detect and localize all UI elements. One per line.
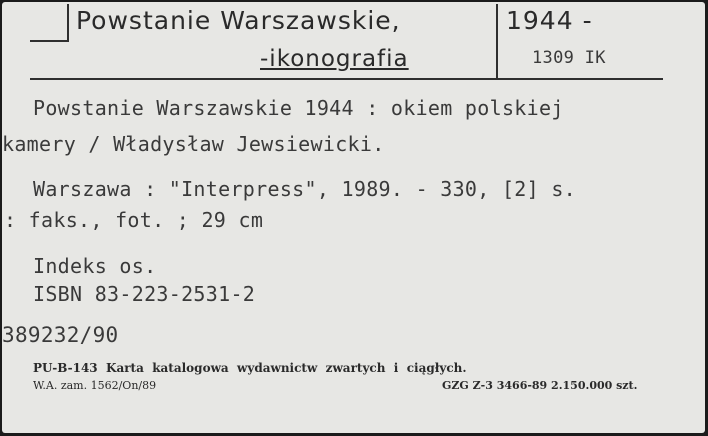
subject-heading-line2: -ikonografia xyxy=(260,46,409,72)
index-label: Indeks os. xyxy=(33,254,157,278)
header-short-rule xyxy=(30,40,68,42)
footer-line-2-left: W.A. zam. 1562/On/89 xyxy=(33,379,157,392)
title-line-1: Powstanie Warszawskie 1944 : okiem polskiej xyxy=(33,96,564,120)
publication-line-2: : faks., fot. ; 29 cm xyxy=(4,208,264,232)
subject-heading-line1: Powstanie Warszawskie, xyxy=(76,6,401,35)
footer-line-2-right: GZG Z-3 3466-89 2.150.000 szt. xyxy=(442,379,638,392)
title-line-2: kamery / Władysław Jewsiewicki. xyxy=(2,132,385,156)
catalog-card xyxy=(2,2,705,433)
year-heading: 1944 - xyxy=(506,6,593,35)
header-left-divider xyxy=(67,4,69,42)
footer-line-1: PU-B-143 Karta katalogowa wydawnictw zwartych i ciągłych. xyxy=(33,361,467,375)
call-code: 1309 IK xyxy=(532,48,606,68)
header-bottom-rule xyxy=(30,78,663,80)
header-right-divider xyxy=(496,4,498,78)
publication-line-1: Warszawa : "Interpress", 1989. - 330, [2] s. xyxy=(33,177,577,201)
isbn: ISBN 83-223-2531-2 xyxy=(33,282,256,306)
record-number: 389232/90 xyxy=(2,323,119,347)
